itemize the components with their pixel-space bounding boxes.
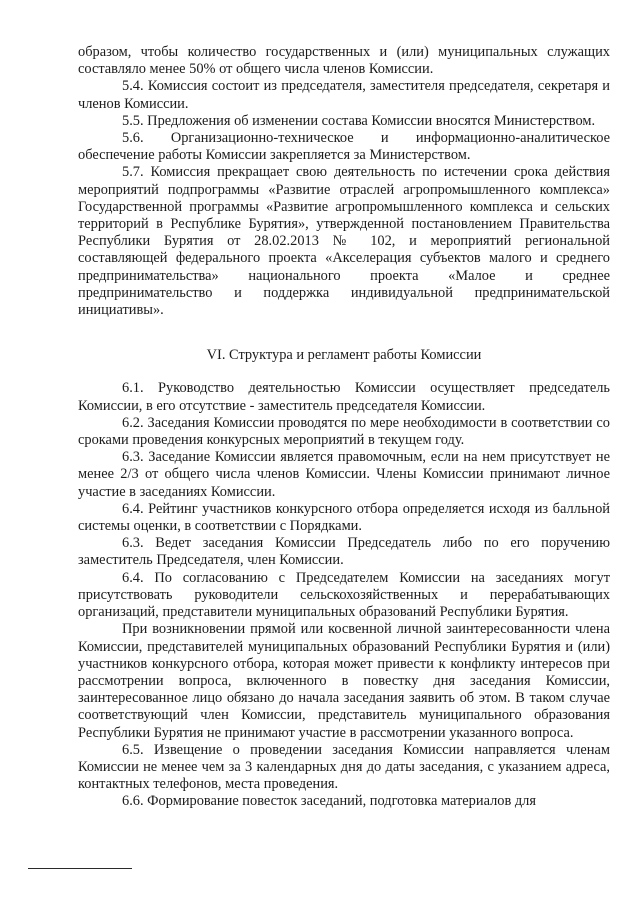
paragraph-6-3: 6.3. Заседание Комиссии является правомочным, если на нем присутствует не менее 2/3 от общего числа членов Комиссии. Члены Комиссии принимают личное участие в заседаниях Комиссии.	[78, 449, 610, 500]
paragraph-6-2: 6.2. Заседания Комиссии проводятся по мере необходимости в соответствии со сроками проведения конкурсных мероприятий в текущем году.	[78, 414, 610, 449]
paragraph-5-5: 5.5. Предложения об изменении состава Комиссии вносятся Министерством.	[122, 112, 596, 129]
paragraph-6-5: 6.5. Извещение о проведении заседания Комиссии направляется членам Комиссии не менее чем за 3 календарных дня до даты заседания, с указанием адреса, контактных телефонов, места проведения.	[78, 741, 610, 793]
section-heading: VI. Структура и регламент работы Комиссии	[206, 347, 482, 364]
paragraph-5-7: 5.7. Комиссия прекращает свою деятельность по истечении срока действия мероприятий подпрограммы «Развитие отраслей агропромышленного комплекса» Государственной программы «Развитие агропромышленного комплекса и сельских территорий в Республике Бурятия», утвержденной постановлением Правительства Республики Бурятия от 28.02.2013 № 102, и мероприятий региональной составляющей федерального проекта «Акселерация субъектов малого и среднего предпринимательства» национального проекта «Малое и среднее предпринимательство и поддержка индивидуальной предпринимательской инициативы».	[78, 164, 610, 319]
paragraph-6-4: 6.4. Рейтинг участников конкурсного отбора определяется исходя из балльной системы оценки, в соответствии с Порядками.	[78, 500, 610, 535]
footnote-divider	[28, 868, 132, 869]
paragraph-6-6: 6.6. Формирование повесток заседаний, подготовка материалов для	[122, 793, 536, 810]
section-gap	[78, 319, 610, 347]
paragraph-6-3-repeat: 6.3. Ведет заседания Комиссии Председатель либо по его поручению заместитель Председателя, член Комиссии.	[78, 535, 610, 569]
paragraph-6-1: 6.1. Руководство деятельностью Комиссии осуществляет председатель Комиссии, в его отсутствие - заместитель председателя Комиссии.	[78, 380, 610, 414]
paragraph-6-4-repeat: 6.4. По согласованию с Председателем Комиссии на заседаниях могут присутствовать руководители сельскохозяйственных и перерабатывающих организаций, представители муниципальных образований Республики Бурятия.	[78, 569, 610, 621]
heading-gap	[78, 364, 610, 380]
document-body	[78, 44, 610, 811]
paragraph-5-4: 5.4. Комиссия состоит из председателя, заместителя председателя, секретаря и членов Комиссии.	[78, 78, 610, 112]
paragraph-conflict-of-interest: При возникновении прямой или косвенной личной заинтересованности члена Комиссии, представителей муниципальных образований Республики Бурятия и (или) участников конкурсного отбора, которая может привести к конфликту интересов при рассмотрении вопроса, включенного в повестку дня заседания Комиссии, заинтересованное лицо обязано до начала заседания заявить об этом. В таком случае соответствующий член Комиссии, представитель муниципального образования Республики Бурятия не принимают участие в рассмотрении указанного вопроса.	[78, 621, 610, 741]
paragraph-continuation: образом, чтобы количество государственных и (или) муниципальных служащих составляло менее 50% от общего числа членов Комиссии.	[78, 44, 610, 78]
paragraph-5-6: 5.6. Организационно-техническое и информационно-аналитическое обеспечение работы Комиссии закрепляется за Министерством.	[78, 130, 610, 164]
